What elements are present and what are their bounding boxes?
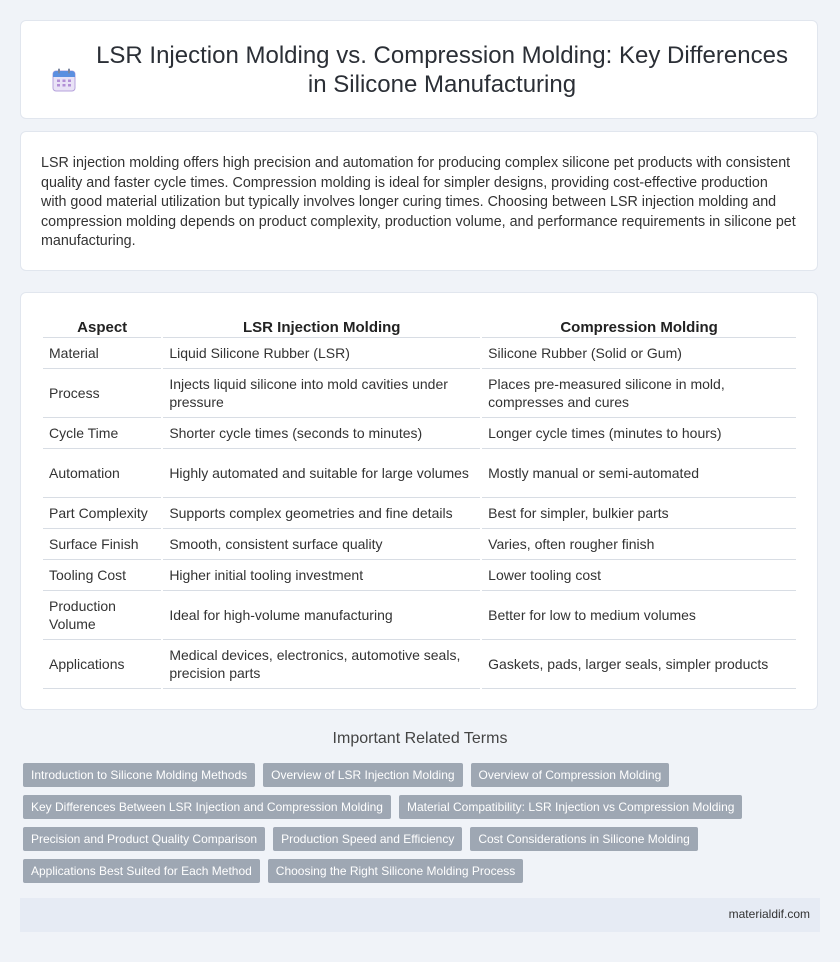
compression-cell: Varies, often rougher finish [482, 529, 796, 560]
table-row [43, 640, 796, 689]
footer-site-link[interactable]: materialdif.com [728, 907, 810, 921]
related-term-tag[interactable]: Cost Considerations in Silicone Molding [470, 827, 697, 851]
related-terms-list [23, 763, 823, 883]
lsr-cell: Supports complex geometries and fine details [163, 498, 480, 529]
lsr-cell: Injects liquid silicone into mold cavities under pressure [163, 369, 480, 418]
header-card [20, 20, 818, 119]
table-row [43, 449, 796, 498]
lsr-cell: Higher initial tooling investment [163, 560, 480, 591]
compression-cell: Places pre-measured silicone in mold, compresses and cures [482, 369, 796, 418]
column-header: LSR Injection Molding [163, 316, 480, 338]
table-row [43, 338, 796, 369]
page-title: LSR Injection Molding vs. Compression Molding: Key Differences in Silicone Manufacturing [96, 41, 788, 98]
lsr-cell: Shorter cycle times (seconds to minutes) [163, 418, 480, 449]
lsr-cell: Highly automated and suitable for large volumes [163, 449, 480, 498]
related-term-tag[interactable]: Material Compatibility: LSR Injection vs Compression Molding [399, 795, 742, 819]
calendar-icon [51, 67, 77, 93]
lsr-cell: Ideal for high-volume manufacturing [163, 591, 480, 640]
table-row [43, 591, 796, 640]
column-header: Aspect [43, 316, 161, 338]
aspect-cell: Production Volume [43, 591, 161, 640]
intro-card [20, 131, 818, 271]
compression-cell: Better for low to medium volumes [482, 591, 796, 640]
related-term-tag[interactable]: Applications Best Suited for Each Method [23, 859, 260, 883]
aspect-cell: Material [43, 338, 161, 369]
intro-paragraph: LSR injection molding offers high precision and automation for producing complex silicone pet products with consistent quality and faster cycle times. Compression molding is ideal for simpler designs, providing cost-effective production with good material utilization but typically involves longer curing times. Choosing between LSR injection molding and compression molding depends on product complexity, production volume, and performance requirements in silicone pet manufacturing. [41, 155, 796, 250]
related-term-tag[interactable]: Key Differences Between LSR Injection and Compression Molding [23, 795, 391, 819]
related-term-tag[interactable]: Choosing the Right Silicone Molding Process [268, 859, 523, 883]
related-term-tag[interactable]: Production Speed and Efficiency [273, 827, 462, 851]
table-row [43, 498, 796, 529]
related-term-tag[interactable]: Overview of LSR Injection Molding [263, 763, 462, 787]
compression-cell: Silicone Rubber (Solid or Gum) [482, 338, 796, 369]
lsr-cell: Smooth, consistent surface quality [163, 529, 480, 560]
footer [20, 898, 820, 932]
compression-cell: Best for simpler, bulkier parts [482, 498, 796, 529]
aspect-cell: Automation [43, 449, 161, 498]
lsr-cell: Medical devices, electronics, automotive seals, precision parts [163, 640, 480, 689]
comparison-table [41, 316, 798, 689]
aspect-cell: Applications [43, 640, 161, 689]
table-row [43, 369, 796, 418]
compression-cell: Gaskets, pads, larger seals, simpler products [482, 640, 796, 689]
aspect-cell: Process [43, 369, 161, 418]
table-header-row [43, 316, 796, 338]
compression-cell: Longer cycle times (minutes to hours) [482, 418, 796, 449]
aspect-cell: Surface Finish [43, 529, 161, 560]
table-row [43, 418, 796, 449]
related-term-tag[interactable]: Precision and Product Quality Comparison [23, 827, 265, 851]
compression-cell: Mostly manual or semi-automated [482, 449, 796, 498]
table-row [43, 560, 796, 591]
related-term-tag[interactable]: Overview of Compression Molding [471, 763, 670, 787]
related-terms-heading: Important Related Terms [332, 730, 508, 747]
lsr-cell: Liquid Silicone Rubber (LSR) [163, 338, 480, 369]
comparison-card [20, 292, 818, 710]
aspect-cell: Part Complexity [43, 498, 161, 529]
aspect-cell: Tooling Cost [43, 560, 161, 591]
related-term-tag[interactable]: Introduction to Silicone Molding Methods [23, 763, 255, 787]
column-header: Compression Molding [482, 316, 796, 338]
compression-cell: Lower tooling cost [482, 560, 796, 591]
table-row [43, 529, 796, 560]
aspect-cell: Cycle Time [43, 418, 161, 449]
